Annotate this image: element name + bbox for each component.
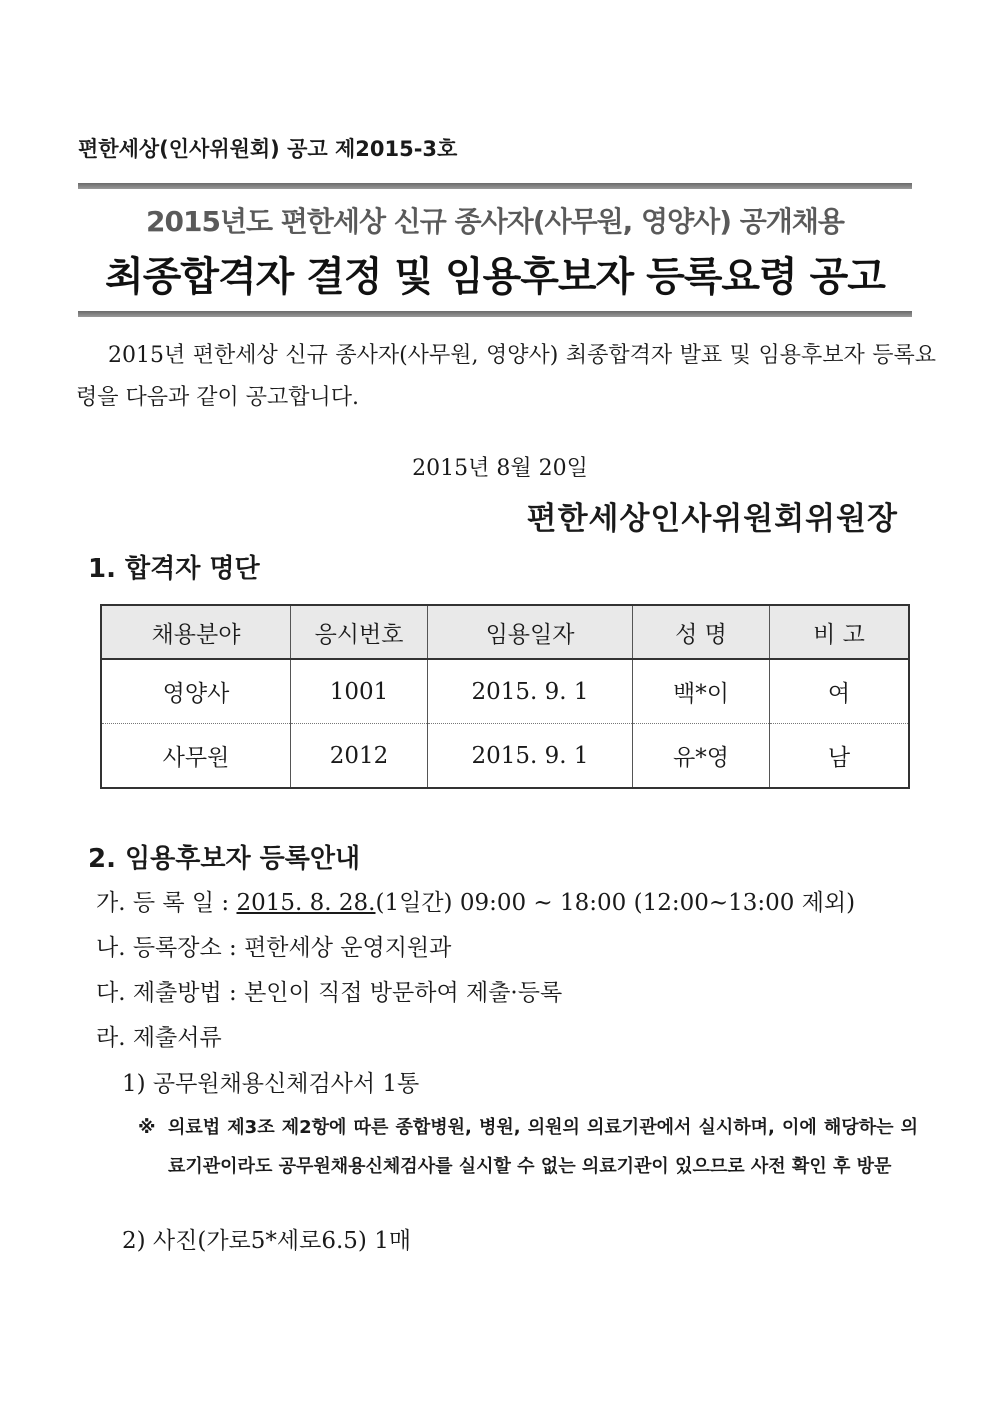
document-2: 2) 사진(가로5*세로6.5) 1매 [122,1228,412,1254]
intro-paragraph: 2015년 편한세상 신규 종사자(사무원, 영양사) 최종합격자 발표 및 임용후보자 등록요령을 다음과 같이 공고합니다. [76,343,936,410]
column-header-exam-number: 응시번호 [291,605,428,659]
item-label: 나. 등록장소 : [96,935,245,961]
submission-method-item [96,974,562,1007]
registration-date-underlined: 2015. 8. 28. [236,890,376,916]
section-2-heading: 2. 임용후보자 등록안내 [88,844,361,874]
column-header-name: 성 명 [633,605,770,659]
note-text: 의료법 제3조 제2항에 따른 종합병원, 병원, 의원의 의료기관에서 실시하며, 이에 해당하는 의료기관이라도 공무원채용신체검사를 실시할 수 없는 의료기관이 있으므로 사전 확인 후 방문 [168,1117,918,1177]
cell-field: 영양사 [101,659,291,724]
table-header-row [101,605,909,659]
required-documents-item [96,1019,222,1052]
registration-place-item [96,929,451,962]
column-header-field: 채용분야 [101,605,291,659]
section-1-heading: 1. 합격자 명단 [88,554,260,584]
table-row [101,724,909,789]
table-row [101,659,909,724]
item-label: 가. 등 록 일 : [96,890,237,916]
notice-number: 편한세상(인사위원회) 공고 제2015-3호 [78,137,458,161]
title-bottom-rule [78,311,912,317]
cell-exam-number: 1001 [291,659,428,724]
item-label: 라. 제출서류 [96,1025,222,1051]
document-subtitle: 2015년도 편한세상 신규 종사자(사무원, 영양사) 공개채용 [146,205,844,238]
medical-exam-note [138,1108,918,1186]
announcement-date: 2015년 8월 20일 [412,456,588,481]
title-top-rule [78,183,912,189]
item-value: 본인이 직접 방문하여 제출·등록 [244,980,563,1006]
cell-field: 사무원 [101,724,291,789]
cell-name: 백*이 [633,659,770,724]
note-mark: ※ [138,1117,156,1138]
item-value: (1일간) 09:00 ~ 18:00 (12:00~13:00 제외) [375,890,856,916]
column-header-remarks: 비 고 [770,605,910,659]
document-title: 최종합격자 결정 및 임용후보자 등록요령 공고 [105,254,885,300]
document-1: 1) 공무원채용신체검사서 1통 [122,1071,420,1097]
item-label: 다. 제출방법 : [96,980,245,1006]
cell-name: 유*영 [633,724,770,789]
cell-exam-number: 2012 [291,724,428,789]
cell-remarks: 여 [770,659,910,724]
signatory: 편한세상인사위원회위원장 [526,501,898,537]
cell-appointment-date: 2015. 9. 1 [428,659,633,724]
successful-candidates-table [100,604,910,789]
cell-remarks: 남 [770,724,910,789]
registration-date-item [96,884,855,917]
item-value: 편한세상 운영지원과 [244,935,452,961]
column-header-appointment-date: 임용일자 [428,605,633,659]
cell-appointment-date: 2015. 9. 1 [428,724,633,789]
